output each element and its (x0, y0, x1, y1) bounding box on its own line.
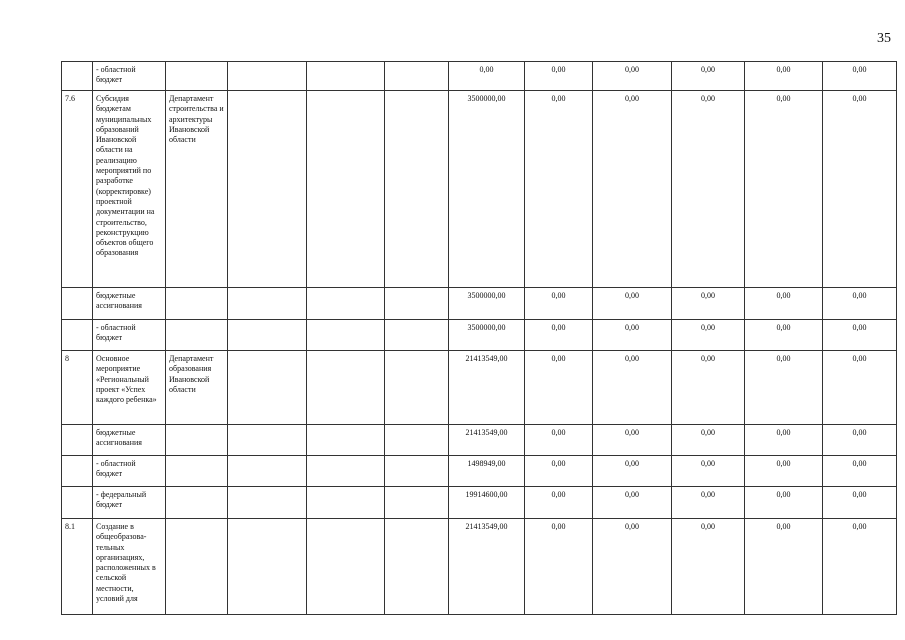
amount-cell: 0,00 (745, 91, 823, 288)
empty-cell (307, 91, 385, 288)
table-row (62, 425, 897, 456)
item-name-cell: Основное мероприятие «Региональный проект «Успех каждого ребенка» (93, 351, 166, 425)
budget-table (61, 61, 897, 615)
amount-cell: 1498949,00 (449, 456, 525, 487)
empty-cell (228, 288, 307, 320)
empty-cell (385, 425, 449, 456)
amount-cell: 0,00 (672, 425, 745, 456)
row-number-cell (62, 487, 93, 519)
amount-cell: 0,00 (593, 456, 672, 487)
amount-cell: 0,00 (593, 91, 672, 288)
table-row (62, 62, 897, 91)
amount-cell: 0,00 (593, 288, 672, 320)
item-name-cell: - федеральный бюджет (93, 487, 166, 519)
amount-cell: 0,00 (745, 425, 823, 456)
amount-cell: 21413549,00 (449, 425, 525, 456)
amount-cell: 0,00 (745, 487, 823, 519)
amount-cell: 3500000,00 (449, 91, 525, 288)
amount-cell: 0,00 (745, 519, 823, 615)
amount-cell: 0,00 (525, 62, 593, 91)
amount-cell: 21413549,00 (449, 351, 525, 425)
executor-cell (166, 456, 228, 487)
amount-cell: 0,00 (672, 519, 745, 615)
item-name-cell: Субсидия бюджетам муниципальных образований Ивановской области на реализацию мероприятий по разработке (корректировке) проектной документации на строительство, реконструкцию объектов общего образования (93, 91, 166, 288)
empty-cell (385, 487, 449, 519)
empty-cell (385, 288, 449, 320)
amount-cell: 0,00 (745, 288, 823, 320)
amount-cell: 21413549,00 (449, 519, 525, 615)
amount-cell: 0,00 (593, 425, 672, 456)
empty-cell (385, 351, 449, 425)
table-row (62, 320, 897, 351)
amount-cell: 0,00 (823, 519, 897, 615)
empty-cell (307, 456, 385, 487)
amount-cell: 0,00 (525, 456, 593, 487)
table-row (62, 351, 897, 425)
executor-cell: Департамент строительства и архитектуры Ивановской области (166, 91, 228, 288)
empty-cell (228, 487, 307, 519)
amount-cell: 0,00 (823, 62, 897, 91)
item-name-cell: бюджетные ассигнования (93, 425, 166, 456)
executor-cell (166, 425, 228, 456)
item-name-cell: - областной бюджет (93, 320, 166, 351)
executor-cell (166, 519, 228, 615)
empty-cell (307, 487, 385, 519)
amount-cell: 0,00 (823, 456, 897, 487)
amount-cell: 0,00 (672, 351, 745, 425)
amount-cell: 0,00 (745, 320, 823, 351)
row-number-cell (62, 320, 93, 351)
table-row (62, 288, 897, 320)
table-row (62, 487, 897, 519)
executor-cell (166, 62, 228, 91)
empty-cell (307, 62, 385, 91)
empty-cell (385, 320, 449, 351)
row-number-cell (62, 456, 93, 487)
row-number-cell: 8 (62, 351, 93, 425)
empty-cell (385, 519, 449, 615)
row-number-cell: 8.1 (62, 519, 93, 615)
amount-cell: 0,00 (745, 62, 823, 91)
amount-cell: 0,00 (593, 519, 672, 615)
empty-cell (385, 91, 449, 288)
empty-cell (307, 288, 385, 320)
amount-cell: 0,00 (672, 320, 745, 351)
amount-cell: 0,00 (672, 456, 745, 487)
amount-cell: 0,00 (823, 320, 897, 351)
amount-cell: 0,00 (593, 351, 672, 425)
amount-cell: 0,00 (525, 519, 593, 615)
amount-cell: 0,00 (745, 456, 823, 487)
executor-cell (166, 487, 228, 519)
empty-cell (228, 351, 307, 425)
executor-cell: Департамент образования Ивановской области (166, 351, 228, 425)
amount-cell: 0,00 (823, 487, 897, 519)
empty-cell (307, 320, 385, 351)
amount-cell: 0,00 (525, 351, 593, 425)
empty-cell (228, 62, 307, 91)
amount-cell: 0,00 (525, 91, 593, 288)
amount-cell: 0,00 (823, 425, 897, 456)
table-row (62, 519, 897, 615)
item-name-cell: - областной бюджет (93, 62, 166, 91)
empty-cell (228, 425, 307, 456)
amount-cell: 0,00 (593, 487, 672, 519)
executor-cell (166, 288, 228, 320)
row-number-cell: 7.6 (62, 91, 93, 288)
table-row (62, 91, 897, 288)
amount-cell: 0,00 (525, 320, 593, 351)
amount-cell: 0,00 (672, 487, 745, 519)
page-number: 35 (877, 31, 891, 46)
item-name-cell: бюджетные ассигнования (93, 288, 166, 320)
amount-cell: 0,00 (672, 62, 745, 91)
item-name-cell: Создание в общеобразова-тельных организациях, расположенных в сельской местности, условий для (93, 519, 166, 615)
row-number-cell (62, 425, 93, 456)
row-number-cell (62, 62, 93, 91)
amount-cell: 0,00 (823, 351, 897, 425)
empty-cell (385, 456, 449, 487)
empty-cell (307, 519, 385, 615)
row-number-cell (62, 288, 93, 320)
amount-cell: 3500000,00 (449, 288, 525, 320)
amount-cell: 0,00 (525, 487, 593, 519)
amount-cell: 0,00 (449, 62, 525, 91)
amount-cell: 0,00 (593, 320, 672, 351)
table-row (62, 456, 897, 487)
amount-cell: 0,00 (823, 91, 897, 288)
empty-cell (228, 519, 307, 615)
amount-cell: 0,00 (672, 288, 745, 320)
empty-cell (385, 62, 449, 91)
executor-cell (166, 320, 228, 351)
amount-cell: 0,00 (823, 288, 897, 320)
empty-cell (228, 320, 307, 351)
amount-cell: 3500000,00 (449, 320, 525, 351)
amount-cell: 0,00 (525, 425, 593, 456)
amount-cell: 19914600,00 (449, 487, 525, 519)
amount-cell: 0,00 (745, 351, 823, 425)
amount-cell: 0,00 (525, 288, 593, 320)
empty-cell (228, 456, 307, 487)
empty-cell (228, 91, 307, 288)
item-name-cell: - областной бюджет (93, 456, 166, 487)
amount-cell: 0,00 (593, 62, 672, 91)
amount-cell: 0,00 (672, 91, 745, 288)
empty-cell (307, 425, 385, 456)
empty-cell (307, 351, 385, 425)
